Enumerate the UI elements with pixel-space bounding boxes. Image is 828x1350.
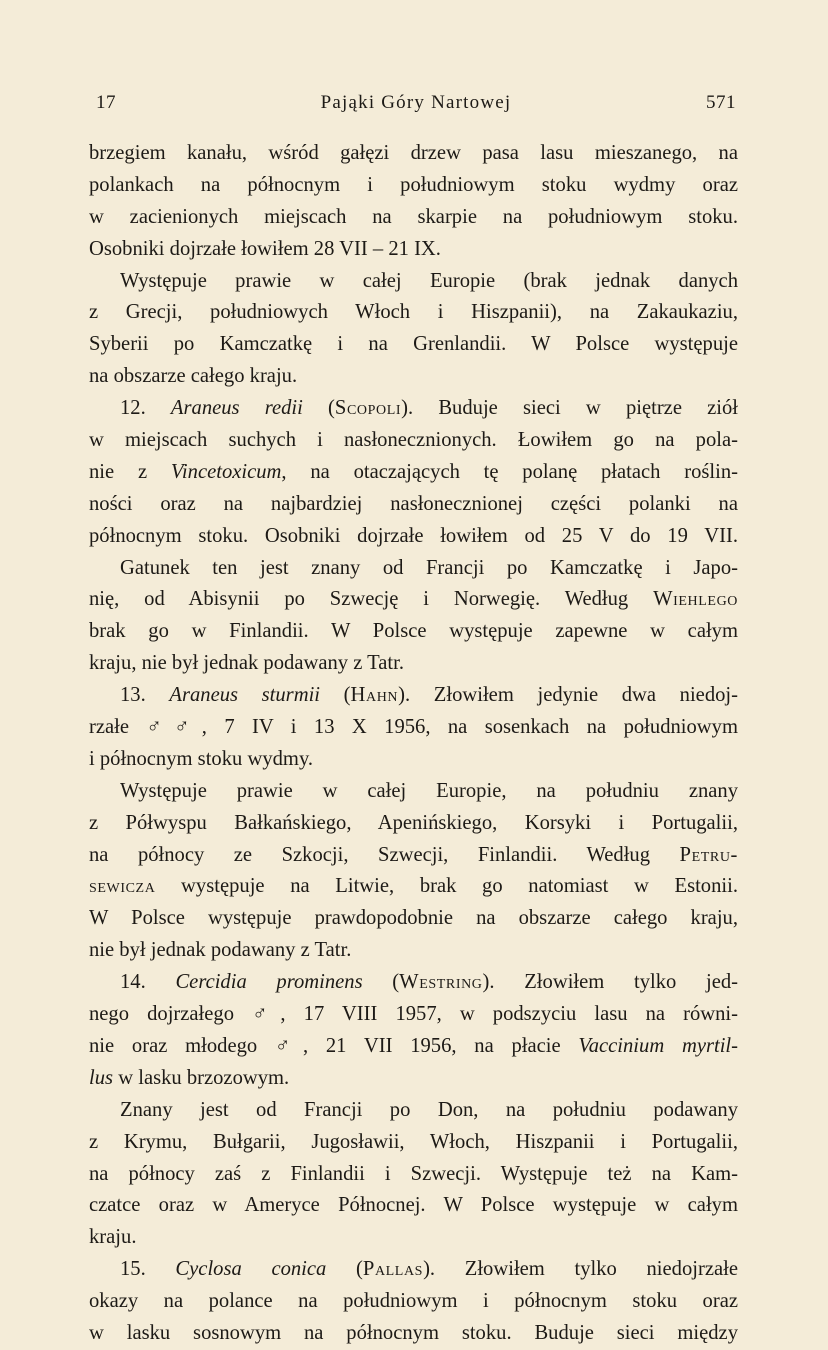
text-span: Osobniki dojrzałe łowiłem 28 VII – 21 IX. bbox=[89, 237, 441, 260]
species-name: Araneus sturmii bbox=[169, 684, 321, 707]
text-line bbox=[89, 170, 738, 202]
text-line bbox=[89, 202, 738, 234]
text-span: ( bbox=[326, 1258, 363, 1281]
author-name: Hahn bbox=[350, 684, 399, 707]
text-line bbox=[89, 361, 738, 393]
text-span: ( bbox=[302, 397, 335, 420]
text-line bbox=[89, 808, 738, 840]
text-span: z Krymu, Bułgarii, Jugosławii, Włoch, Hiszpanii i Portugalii, bbox=[89, 1130, 738, 1153]
page-header bbox=[96, 92, 736, 120]
text-line bbox=[89, 329, 738, 361]
text-line bbox=[89, 1063, 738, 1095]
species-name: lus bbox=[89, 1066, 114, 1089]
running-title: Pająki Góry Nartowej bbox=[320, 92, 512, 113]
author-name: sewicza bbox=[89, 875, 156, 898]
text-line bbox=[89, 680, 738, 712]
text-line bbox=[89, 457, 738, 489]
text-line bbox=[89, 999, 738, 1031]
author-name: Wiehlego bbox=[653, 588, 738, 611]
text-span: i północnym stoku wydmy. bbox=[89, 747, 314, 770]
text-span: Występuje prawie w całej Europie (brak jednak danych bbox=[120, 269, 738, 292]
text-line bbox=[89, 776, 738, 808]
text-line bbox=[89, 840, 738, 872]
text-span: nię, od Abisynii po Szwecję i Norwegię. Według bbox=[89, 588, 654, 611]
text-span: , na otaczających tę polanę płatach roślin- bbox=[281, 460, 738, 483]
text-span: ). Buduje sieci w piętrze ziół bbox=[401, 397, 739, 420]
text-span: 13. bbox=[120, 684, 170, 707]
text-span: na północy zaś z Finlandii i Szwecji. Występuje też na Kam- bbox=[89, 1162, 738, 1185]
text-span: rzałe ♂♂, 7 IV i 13 X 1956, na sosenkach na południowym bbox=[89, 716, 738, 739]
text-span: nie z bbox=[89, 460, 171, 483]
text-line bbox=[89, 967, 738, 999]
text-span: polankach na północnym i południowym stoku wydmy oraz bbox=[89, 173, 738, 196]
text-span: 14. bbox=[120, 971, 176, 994]
text-line bbox=[89, 1031, 738, 1063]
text-line bbox=[89, 393, 738, 425]
text-span: nie był jednak podawany z Tatr. bbox=[89, 939, 352, 962]
author-name: Pallas bbox=[362, 1258, 424, 1281]
text-span: w miejscach suchych i nasłonecznionych. Łowiłem go na pola- bbox=[89, 429, 738, 452]
text-span: w lasku sosnowym na północnym stoku. Buduje sieci między bbox=[89, 1321, 738, 1344]
text-span: czatce oraz w Ameryce Północnej. W Polsce występuje w całym bbox=[89, 1194, 738, 1217]
text-span: w zacienionych miejscach na skarpie na południowym stoku. bbox=[89, 205, 738, 228]
text-line bbox=[89, 266, 738, 298]
text-line bbox=[89, 712, 738, 744]
text-span: brzegiem kanału, wśród gałęzi drzew pasa lasu mieszanego, na bbox=[89, 142, 738, 164]
text-span: Gatunek ten jest znany od Francji po Kamczatkę i Japo- bbox=[120, 556, 738, 579]
text-line bbox=[89, 871, 738, 903]
text-span: na obszarze całego kraju. bbox=[89, 365, 298, 388]
species-name: Vincetoxicum bbox=[170, 460, 282, 483]
text-line bbox=[89, 1127, 738, 1159]
text-line bbox=[89, 1159, 738, 1191]
species-name: Cercidia prominens bbox=[175, 971, 363, 994]
species-name: Cyclosa conica bbox=[175, 1258, 327, 1281]
left-page-number: 17 bbox=[96, 92, 116, 113]
text-span: 15. bbox=[120, 1258, 176, 1281]
text-line bbox=[89, 1222, 738, 1254]
text-line bbox=[89, 138, 738, 170]
text-span: 12. bbox=[120, 397, 171, 420]
text-span: okazy na polance na południowym i północnym stoku oraz bbox=[89, 1290, 738, 1313]
text-span: Znany jest od Francji po Don, na południu podawany bbox=[120, 1098, 738, 1121]
text-span: północnym stoku. Osobniki dojrzałe łowiłem od 25 V do 19 VII. bbox=[89, 524, 738, 547]
text-span: w lasku brzozowym. bbox=[113, 1066, 290, 1089]
text-line bbox=[89, 648, 738, 680]
author-name: Petru- bbox=[679, 843, 738, 866]
text-span: W Polsce występuje prawdopodobnie na obszarze całego kraju, bbox=[89, 907, 738, 930]
text-line bbox=[89, 425, 738, 457]
text-span: Występuje prawie w całej Europie, na południu znany bbox=[120, 779, 738, 802]
text-span: ). Złowiłem tylko niedojrzałe bbox=[423, 1258, 738, 1281]
text-span: z Półwyspu Bałkańskiego, Apenińskiego, Korsyki i Portugalii, bbox=[89, 811, 738, 834]
text-span: na północy ze Szkocji, Szwecji, Finlandii. Według bbox=[89, 843, 680, 866]
text-line bbox=[89, 1286, 738, 1318]
text-line bbox=[89, 489, 738, 521]
text-line bbox=[89, 1190, 738, 1222]
text-span: z Grecji, południowych Włoch i Hiszpanii), na Zakaukaziu, bbox=[89, 301, 738, 324]
text-span: nego dojrzałego ♂, 17 VIII 1957, w podszyciu lasu na równi- bbox=[89, 1003, 738, 1026]
text-line bbox=[89, 1318, 738, 1350]
author-name: Westring bbox=[399, 971, 483, 994]
text-line bbox=[89, 1095, 738, 1127]
text-line bbox=[89, 521, 738, 553]
text-line bbox=[89, 553, 738, 585]
text-line bbox=[89, 584, 738, 616]
species-name: Vaccinium myrtil- bbox=[578, 1034, 738, 1057]
text-line bbox=[89, 297, 738, 329]
text-line bbox=[89, 935, 738, 967]
text-span: brak go w Finlandii. W Polsce występuje zapewne w całym bbox=[89, 620, 738, 643]
species-name: Araneus redii bbox=[170, 397, 303, 420]
text-line bbox=[89, 744, 738, 776]
author-name: Scopoli bbox=[334, 397, 402, 420]
text-span: nie oraz młodego ♂, 21 VII 1956, na płacie bbox=[89, 1034, 579, 1057]
text-line bbox=[89, 616, 738, 648]
right-page-number: 571 bbox=[706, 92, 736, 113]
text-span: ( bbox=[320, 684, 351, 707]
text-span: ). Złowiłem tylko jed- bbox=[482, 971, 739, 994]
text-span: ). Złowiłem jedynie dwa niedoj- bbox=[398, 684, 738, 707]
text-span: Syberii po Kamczatkę i na Grenlandii. W Polsce występuje bbox=[89, 333, 738, 356]
text-span: kraju. bbox=[89, 1226, 137, 1249]
text-span: występuje na Litwie, brak go natomiast w Estonii. bbox=[155, 875, 738, 898]
text-span: ( bbox=[362, 971, 400, 994]
text-span: ności oraz na najbardziej nasłonecznionej części polanki na bbox=[89, 492, 738, 515]
text-line bbox=[89, 903, 738, 935]
body-text bbox=[89, 138, 738, 1350]
text-span: kraju, nie był jednak podawany z Tatr. bbox=[89, 652, 404, 675]
text-line bbox=[89, 234, 738, 266]
text-line bbox=[89, 1254, 738, 1286]
